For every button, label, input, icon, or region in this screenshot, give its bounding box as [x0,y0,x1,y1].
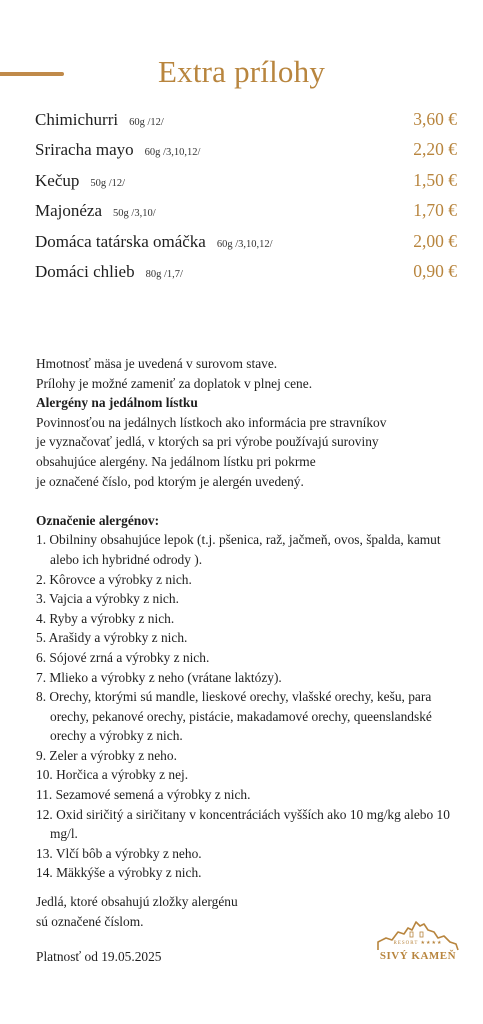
allergen-item: 7. Mlieko a výrobky z neho (vrátane laktózy). [36,669,282,685]
menu-item-name: Chimichurri [35,110,119,129]
allergen-item: 11. Sezamové semená a výrobky z nich. [36,787,251,803]
info-line: Prílohy je možné zameniť za doplatok v plnej cene. [36,375,313,391]
menu-item [35,231,457,261]
allergen-item: 13. Vlčí bôb a výrobky z neho. [36,845,202,861]
menu-item-name: Kečup [35,170,80,190]
allergen-item: 5. Arašidy a výrobky z nich. [36,630,188,646]
menu-item-detail: 50g /3,10/ [113,208,156,220]
menu-item [35,109,457,139]
allergen-item: 8. Orechy, ktorými sú mandle, lieskové orechy, vlašské orechy, kešu, para orechy, pekanové orechy, pistácie, makadamové orechy, queenslandské orechy a výrobky z nich. [36,689,432,744]
menu-item-price: 1,50 € [413,169,457,190]
allergen-item: 14. Mäkkýše a výrobky z nich. [36,865,202,881]
allergen-item: 3. Vajcia a výrobky z nich. [36,591,179,607]
page-title: Extra prílohy [157,54,326,89]
allergen-heading: Alergény na jedálnom lístku [36,395,198,411]
menu-item [35,200,457,230]
allergen-item: 6. Sójové zrná a výrobky z nich. [36,649,210,665]
allergen-item: 9. Zeler a výrobky z neho. [36,747,177,763]
info-line: Hmotnosť mäsa je uvedená v surovom stave. [36,356,278,371]
menu-item-detail: 60g /3,10,12/ [144,147,201,159]
footer-note-line: sú označené číslom. [36,913,144,929]
menu-item-name: Domáci chlieb [35,261,135,281]
allergen-text-line: Povinnosťou na jedálnych lístkoch ako informácia pre stravníkov [36,414,387,430]
allergen-text-line: je vyznačovať jedlá, v ktorých sa pri výrobe používajú suroviny [36,434,379,450]
menu-item [35,170,457,200]
info-section [36,354,461,883]
logo-subtitle: RESORT ★★★★ [393,941,443,946]
menu-item-name: Domáca tatárska omáčka [35,231,206,251]
menu-list [35,109,457,291]
allergen-item: 1. Obilniny obsahujúce lepok (t.j. pšenica, raž, jačmeň, ovos, špalda, kamut alebo ich hybridné odrody ). [36,532,441,567]
menu-item-name: Majonéza [35,201,103,221]
allergen-item: 4. Ryby a výrobky z nich. [36,610,175,626]
menu-item-detail: 50g /12/ [90,177,126,189]
validity-date: Platnosť od 19.05.2025 [36,949,162,964]
footer-note-line: Jedlá, ktoré obsahujú zložky alergénu [36,894,238,909]
menu-item [35,139,457,169]
allergen-text-line: obsahujúce alergény. Na jedálnom lístku pri pokrme [36,453,316,469]
menu-item-price: 0,90 € [413,260,457,281]
menu-item-detail: 60g /12/ [129,117,164,128]
allergen-list [36,530,461,883]
footer-note [36,892,238,931]
allergen-item: 12. Oxid siričitý a siričitany v koncentráciách vyšších ako 10 mg/kg alebo 10 mg/l. [36,806,450,842]
allergen-list-heading: Označenie alergénov: [36,512,160,528]
menu-item-price: 2,20 € [413,139,457,160]
menu-item [35,261,457,291]
castle-logo-icon [372,920,464,952]
menu-item-detail: 80g /1,7/ [145,268,183,280]
menu-item-price: 1,70 € [413,200,457,221]
allergen-text-line: je označené číslo, pod ktorým je alergén uvedený. [36,473,304,489]
resort-logo [372,920,464,968]
menu-item-name: Sriracha mayo [35,140,134,160]
menu-item-price: 3,60 € [413,109,457,129]
menu-item-detail: 60g /3,10,12/ [216,238,273,250]
menu-item-price: 2,00 € [413,230,457,251]
allergen-item: 10. Horčica a výrobky z nej. [36,767,189,783]
logo-name: SIVÝ KAMEŇ [379,950,457,962]
allergen-item: 2. Kôrovce a výrobky z nich. [36,571,192,587]
